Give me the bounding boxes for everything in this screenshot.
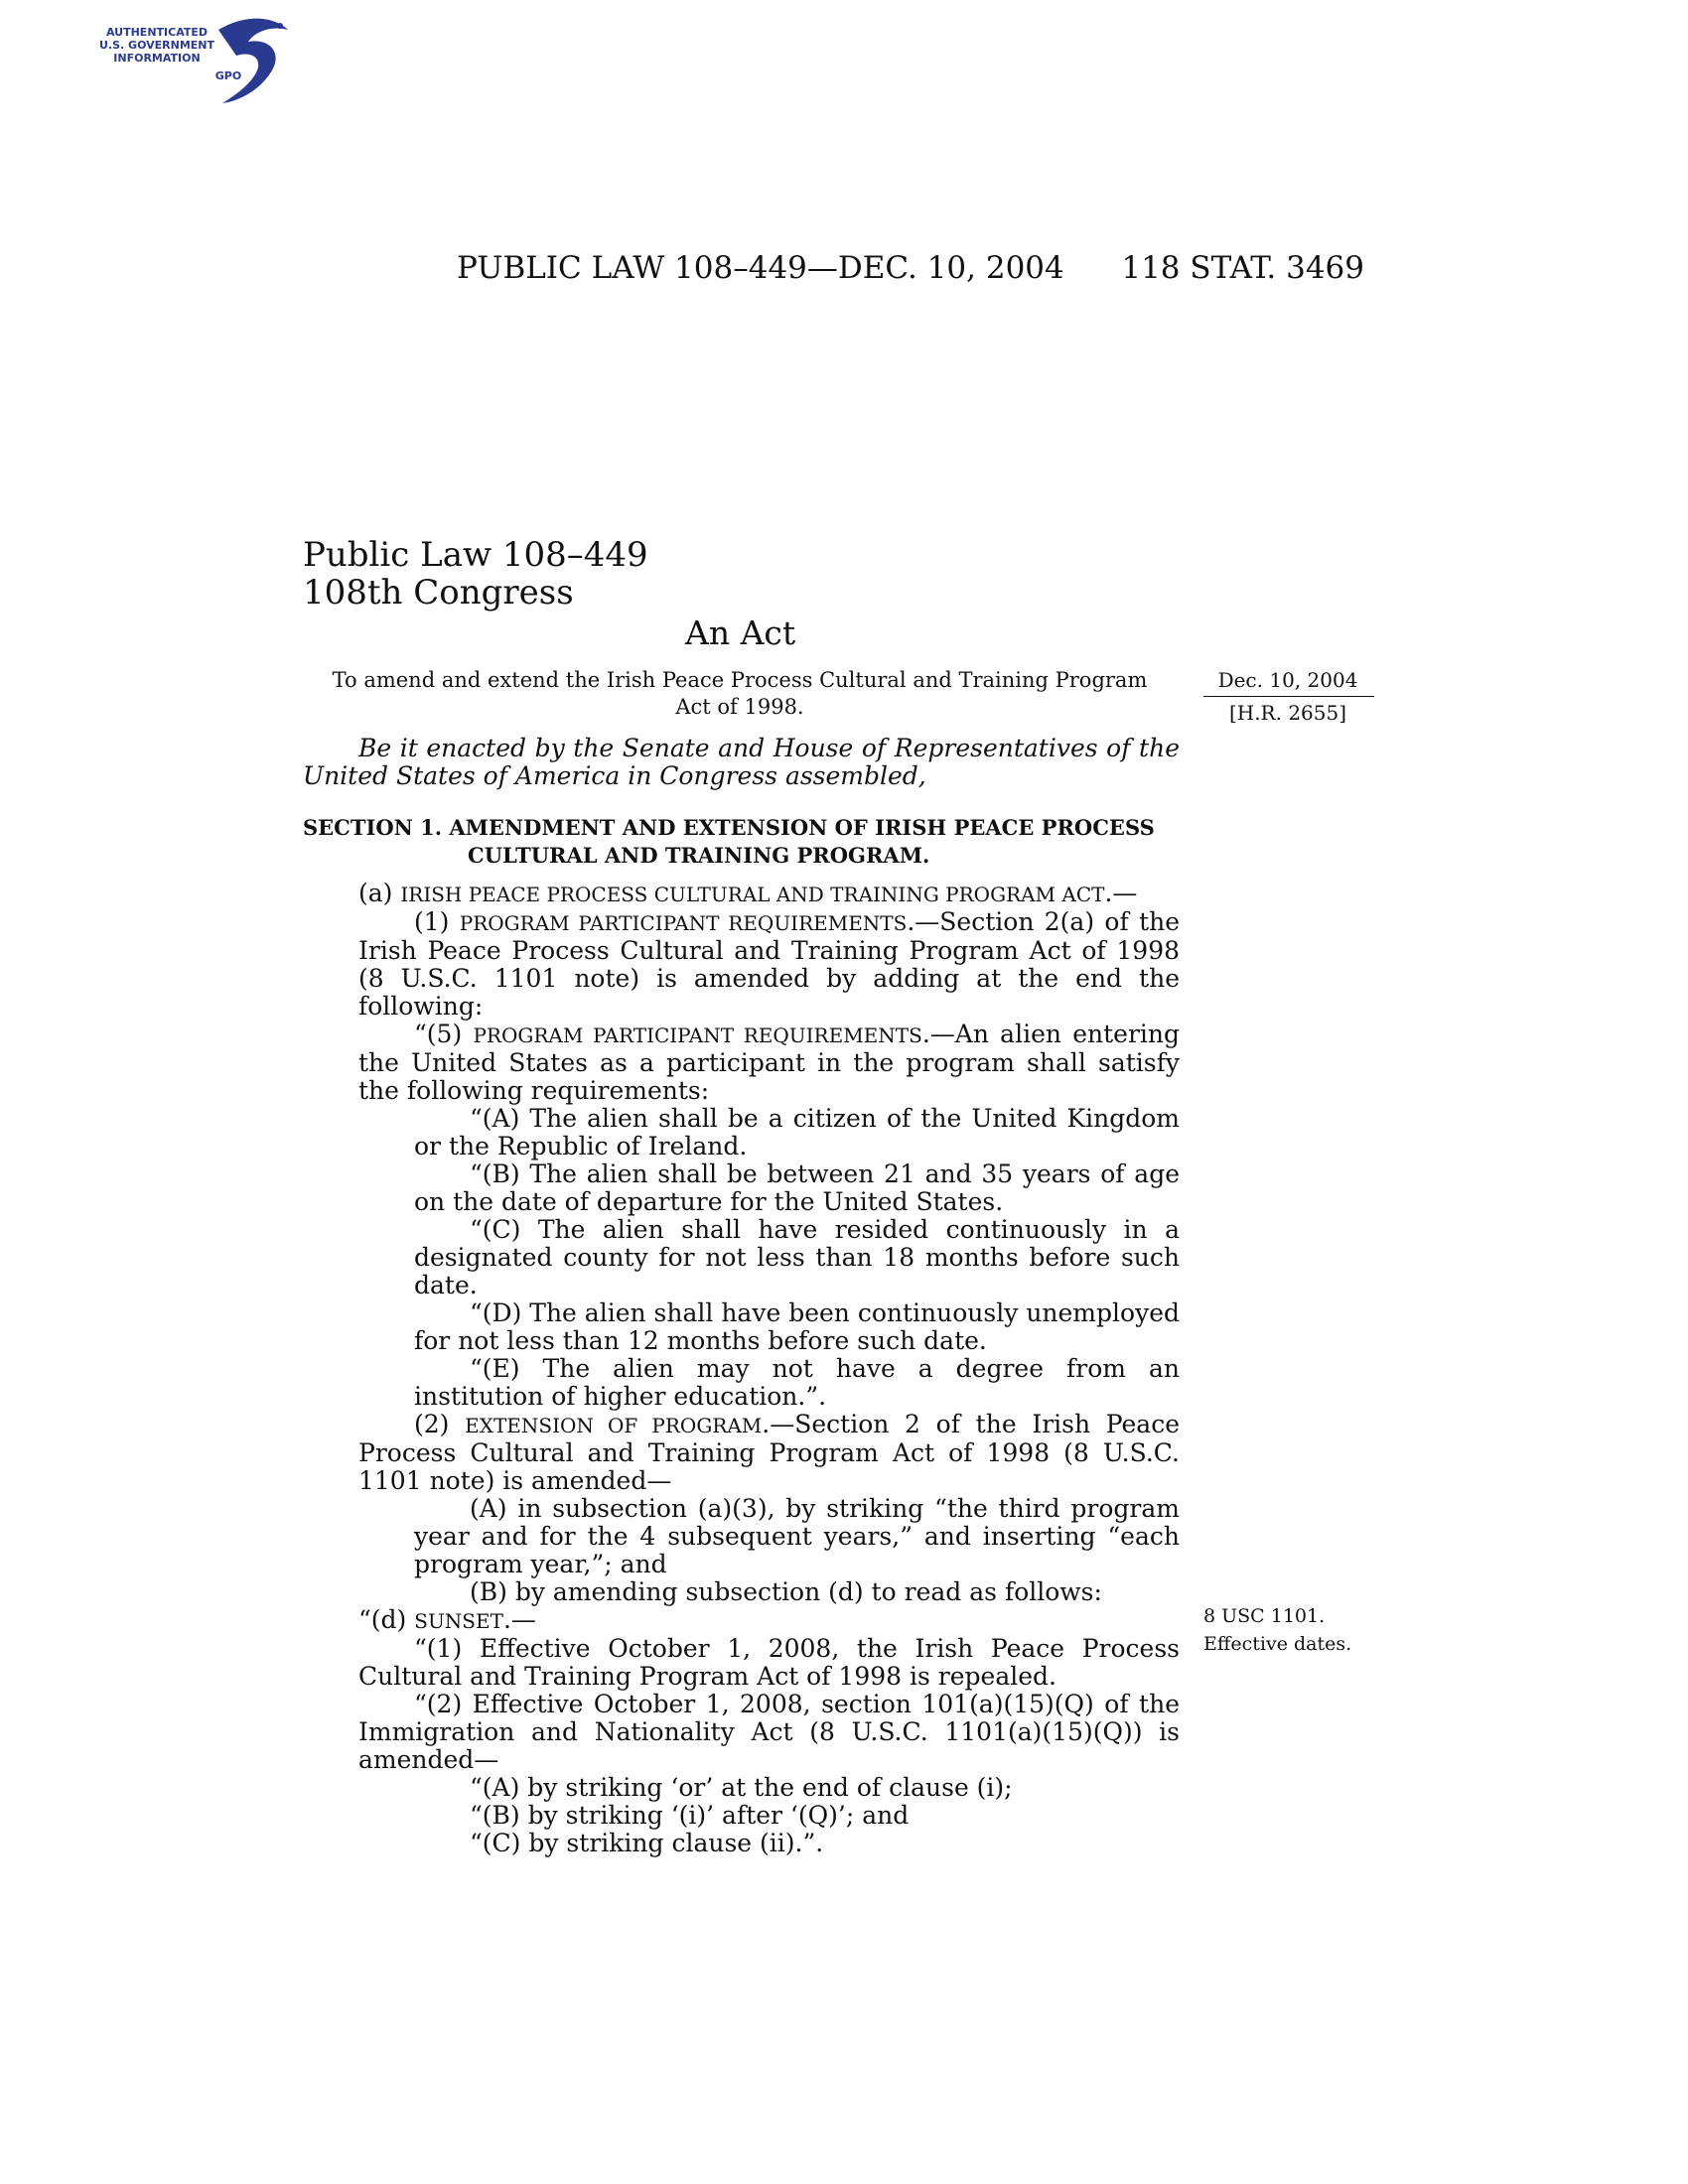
subsection-a-heading: IRISH PEACE PROCESS CULTURAL AND TRAINING PROGRAM ACT	[400, 883, 1105, 906]
act-heading: An Act	[685, 614, 796, 652]
margin-note-effective: Effective dates.	[1203, 1633, 1352, 1655]
margin-date: Dec. 10, 2004	[1217, 668, 1358, 692]
margin-note-citation: 8 USC 1101.	[1203, 1605, 1326, 1627]
paragraph-2-heading: EXTENSION OF PROGRAM	[465, 1414, 763, 1437]
congress-number: 108th Congress	[303, 573, 574, 613]
subsection-d-heading: SUNSET	[414, 1609, 503, 1633]
sunset-clause-b: “(B) by striking ‘(i)’ after ‘(Q)’; and	[470, 1801, 910, 1830]
paragraph-1: (1) PROGRAM PARTICIPANT REQUIREMENTS.—Section 2(a) of the Irish Peace Process Cultural and Training Program Act of 1998 (8 U.S.C. 1101 note) is amended by adding at the end the following:	[358, 907, 1181, 1021]
logo-line-1: AUTHENTICATED	[105, 26, 209, 39]
quoted-paragraph-5: “(5) PROGRAM PARTICIPANT REQUIREMENTS.—An alien entering the United States as a participant in the program shall satisfy the following requirements:	[358, 1020, 1180, 1105]
act-purpose: To amend and extend the Irish Peace Process Cultural and Training Program Act of 1998.	[332, 668, 1148, 719]
running-head-left: PUBLIC LAW 108–449—DEC. 10, 2004	[457, 250, 1064, 286]
sunset-clause-c: “(C) by striking clause (ii).”.	[470, 1829, 824, 1857]
logo-mark: GPO	[214, 69, 242, 82]
subsection-a: (a) IRISH PEACE PROCESS CULTURAL AND TRAINING PROGRAM ACT.—	[358, 879, 1138, 907]
margin-note	[1203, 1602, 1392, 1658]
quoted-paragraph-5-heading: PROGRAM PARTICIPANT REQUIREMENTS	[473, 1024, 922, 1047]
logo-line-2: U.S. GOVERNMENT	[99, 39, 214, 52]
sunset-paragraph-1: “(1) Effective October 1, 2008, the Irish Peace Process Cultural and Training Program Act of 1998 is repealed.	[358, 1634, 1180, 1691]
requirement-b: “(B) The alien shall be between 21 and 35 years of age on the date of departure for the United States.	[414, 1160, 1180, 1216]
law-title-block	[303, 536, 648, 612]
requirement-e: “(E) The alien may not have a degree from an institution of higher education.”.	[414, 1354, 1180, 1411]
requirement-d: “(D) The alien shall have been continuously unemployed for not less than 12 months before such date.	[414, 1298, 1180, 1355]
section-heading-line-1: SECTION 1. AMENDMENT AND EXTENSION OF IRISH PEACE PROCESS	[303, 815, 1155, 840]
requirement-c: “(C) The alien shall have resided continuously in a designated county for not less than 18 months before such date.	[414, 1215, 1180, 1299]
act-body	[303, 735, 1180, 1857]
sunset-clause-a: “(A) by striking ‘or’ at the end of clause (i);	[470, 1773, 1013, 1802]
requirement-a: “(A) The alien shall be a citizen of the United Kingdom or the Republic of Ireland.	[414, 1104, 1180, 1160]
paragraph-2: (2) EXTENSION OF PROGRAM.—Section 2 of the Irish Peace Process Cultural and Training Program Act of 1998 (8 U.S.C. 1101 note) is amended—	[358, 1410, 1180, 1495]
section-heading-line-2: CULTURAL AND TRAINING PROGRAM.	[468, 843, 930, 868]
logo-line-3: INFORMATION	[113, 52, 201, 65]
running-head-right: 118 STAT. 3469	[1121, 250, 1364, 286]
gpo-authenticated-logo	[99, 8, 338, 107]
paragraph-1-heading: PROGRAM PARTICIPANT REQUIREMENTS	[459, 911, 908, 935]
public-law-number: Public Law 108–449	[303, 535, 648, 575]
enacting-clause: Be it enacted by the Senate and House of Representatives of the United States of America in Congress assembled,	[303, 734, 1180, 790]
paragraph-2-subparagraph-a: (A) in subsection (a)(3), by striking “the third program year and for the 4 subsequent years,” and inserting “each program year,”; and	[414, 1494, 1180, 1578]
sunset-paragraph-2: “(2) Effective October 1, 2008, section 101(a)(15)(Q) of the Immigration and Nationality Act (8 U.S.C. 1101(a)(15)(Q)) is amended—	[358, 1690, 1180, 1774]
margin-bill-number: [H.R. 2655]	[1228, 701, 1347, 725]
paragraph-2-subparagraph-b: (B) by amending subsection (d) to read as follows:	[470, 1577, 1102, 1606]
gpo-eagle-icon	[99, 8, 338, 107]
section-heading	[303, 814, 1180, 870]
subsection-d-sunset: “(d) SUNSET.—	[358, 1605, 536, 1634]
margin-divider	[1203, 696, 1374, 697]
